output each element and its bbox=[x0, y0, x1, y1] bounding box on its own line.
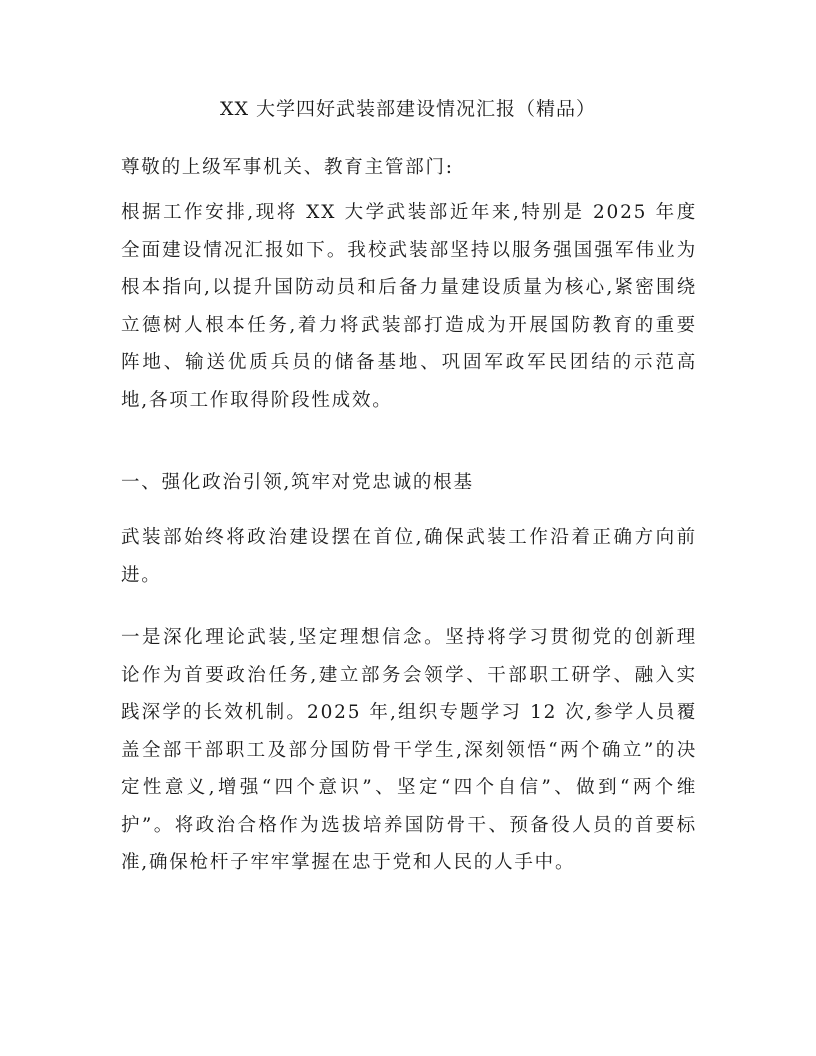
section-paragraph: 一是深化理论武装,坚定理想信念。坚持将学习贯彻党的创新理论作为首要政治任务,建立部务会领学、干部职工研学、融入实践深学的长效机制。2025 年,组织专题学习 12 次,参学人员覆盖全部干部职工及部分国防骨干学生,深刻领悟“两个确立”的决定性意义,增强“四个意识”、坚定“四个自信”、做到“两个维护”。将政治合格作为选拔培养国防骨干、预备役人员的首要标准,确保枪杆子牢牢掌握在忠于党和人民的人手中。 bbox=[121, 627, 697, 873]
section-paragraph: 武装部始终将政治建设摆在首位,确保武装工作沿着正确方向前进。 bbox=[121, 527, 697, 586]
intro-paragraph: 根据工作安排,现将 XX 大学武装部近年来,特别是 2025 年度全面建设情况汇报如下。我校武装部坚持以服务强国强军伟业为根本指向,以提升国防动员和后备力量建设质量为核心,紧密围绕立德树人根本任务,着力将武装部打造成为开展国防教育的重要阵地、输送优质兵员的储备基地、巩固军政军民团结的示范高地,各项工作取得阶段性成效。 bbox=[121, 202, 697, 411]
salutation: 尊敬的上级军事机关、教育主管部门: bbox=[121, 157, 454, 178]
section-heading: 一、强化政治引领,筑牢对党忠诚的根基 bbox=[121, 472, 474, 493]
document-title: XX 大学四好武装部建设情况汇报（精品） bbox=[219, 98, 597, 120]
